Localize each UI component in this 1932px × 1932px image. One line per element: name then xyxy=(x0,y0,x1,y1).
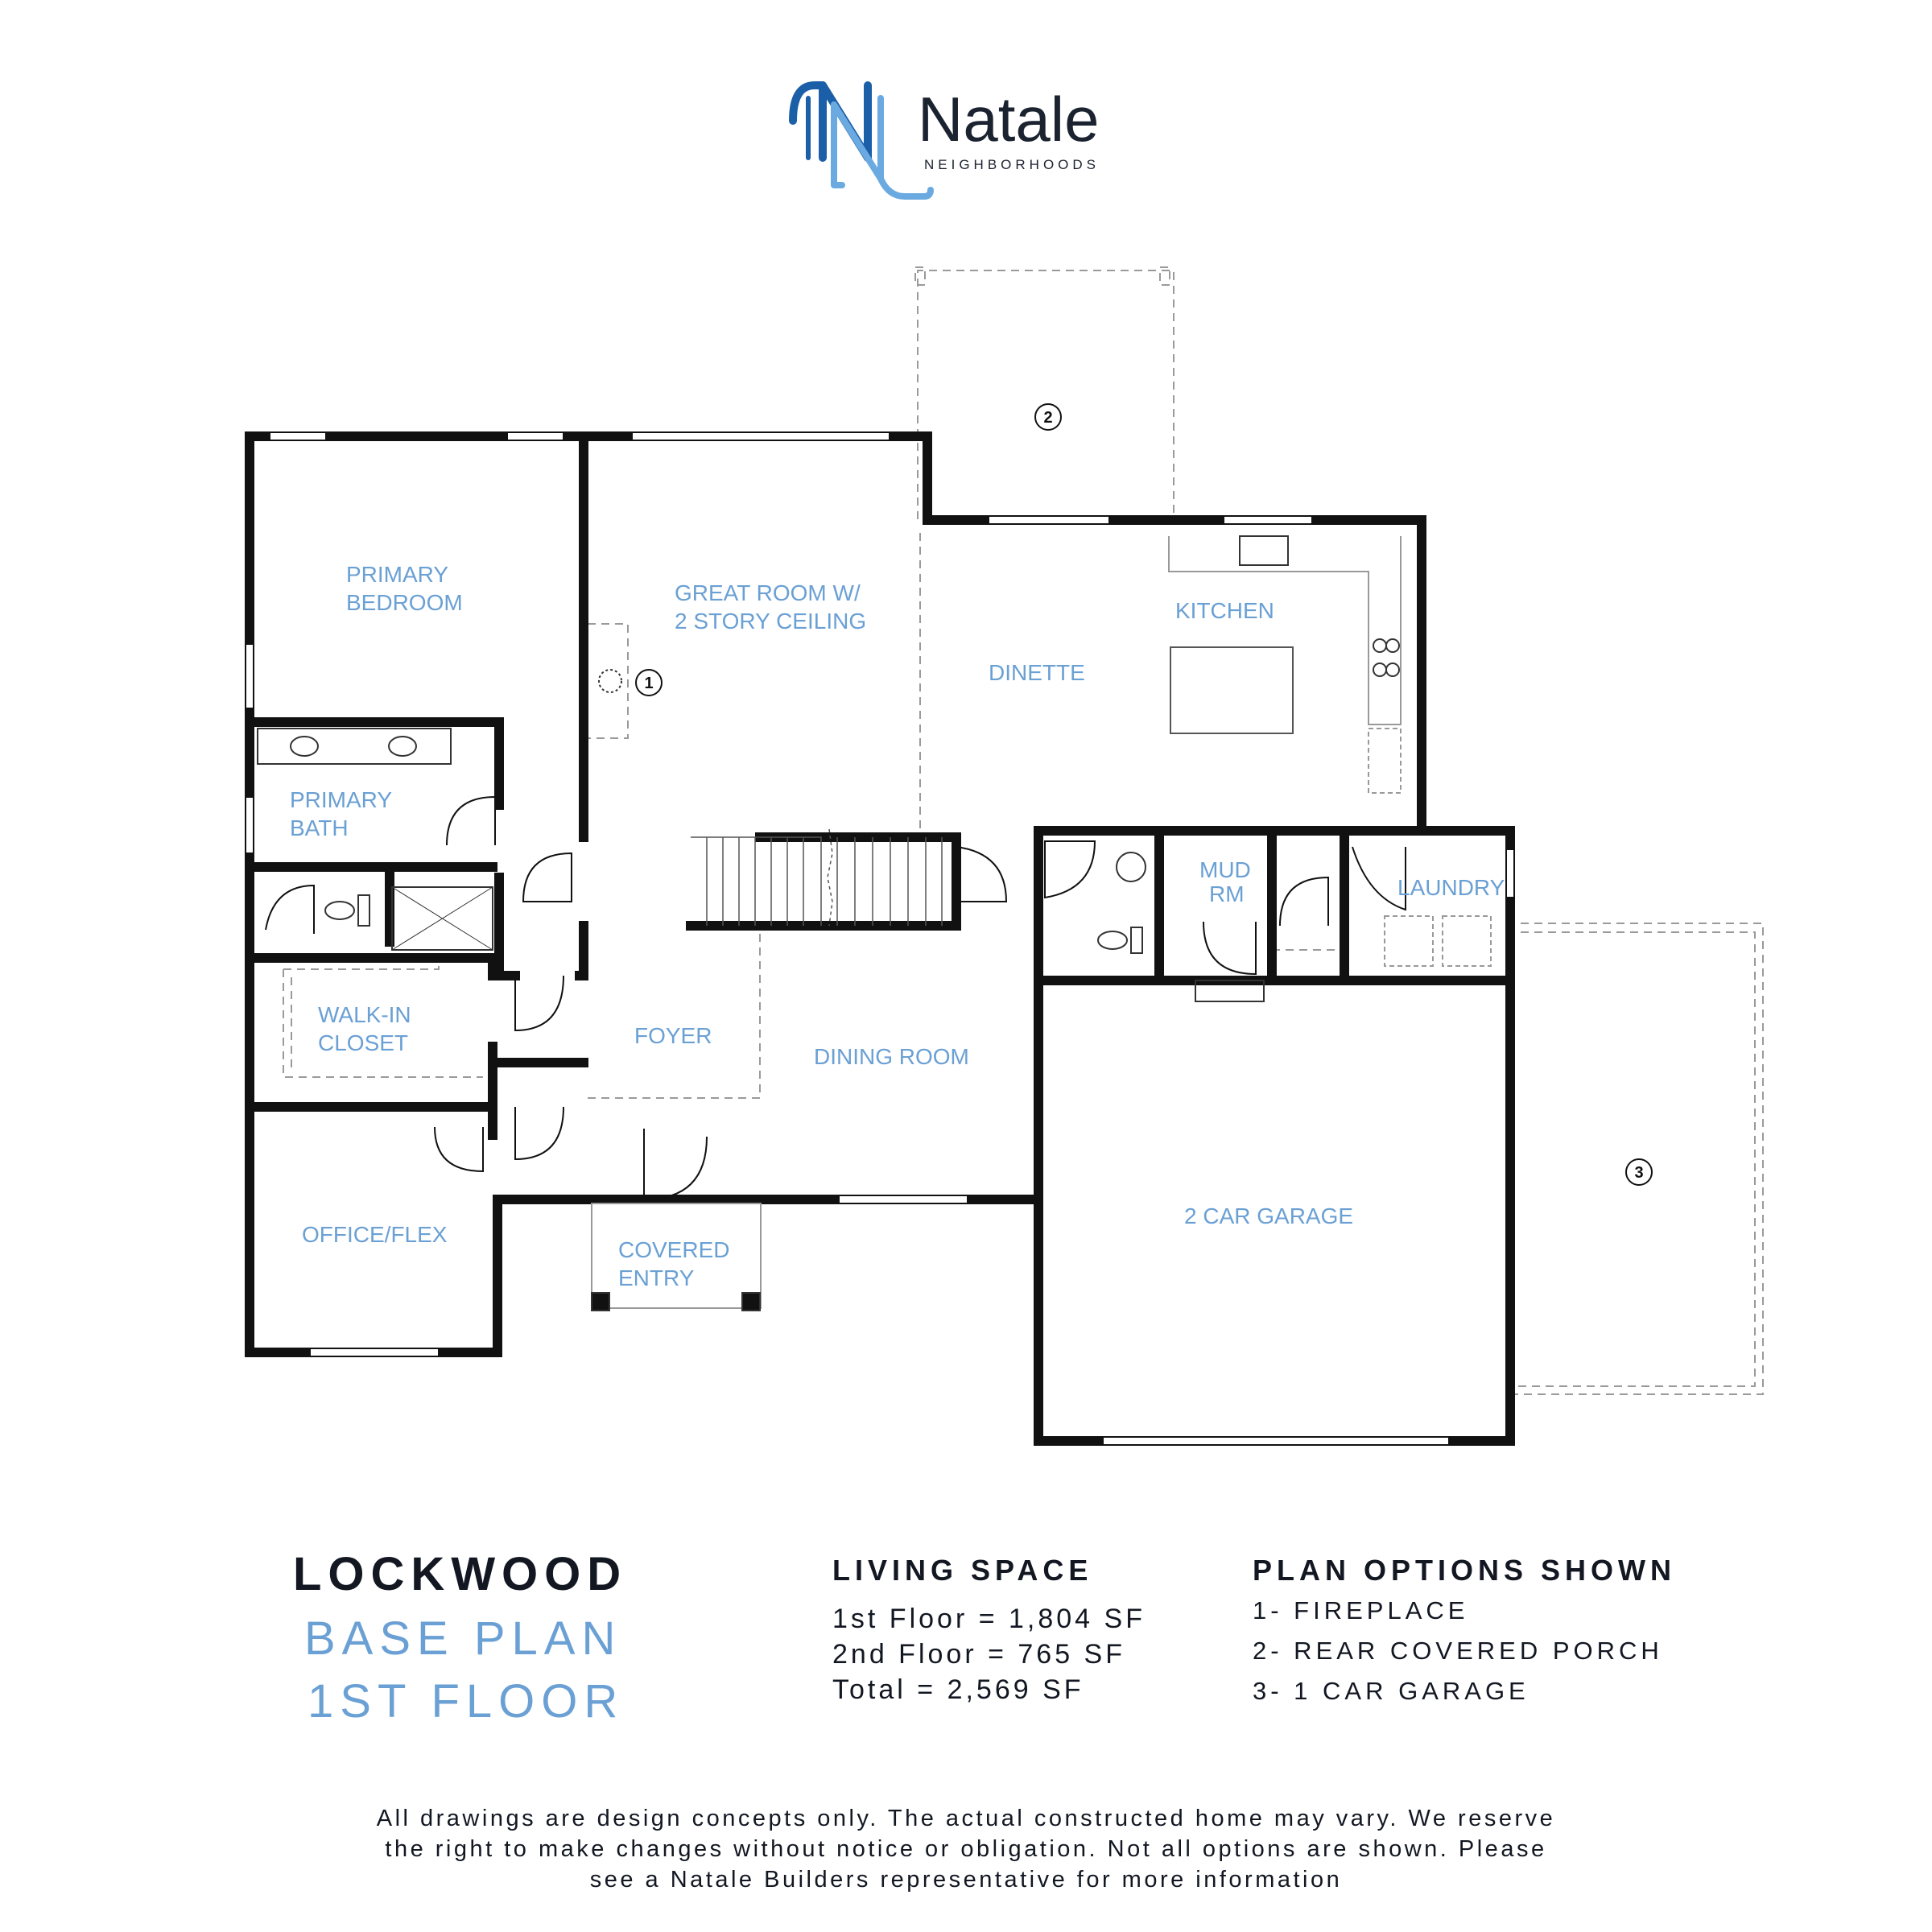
label-primary-bedroom: BEDROOM xyxy=(346,590,463,615)
label-kitchen: KITCHEN xyxy=(1175,598,1274,623)
logo-monogram-icon xyxy=(793,85,931,196)
kitchen-sink-icon xyxy=(1240,536,1288,565)
range-icon xyxy=(1373,639,1399,676)
washer-icon xyxy=(1385,916,1433,966)
plan-option-item: 3- 1 CAR GARAGE xyxy=(1253,1677,1530,1705)
label-great-room: 2 STORY CEILING xyxy=(675,609,867,634)
label-primary-bedroom: PRIMARY xyxy=(346,562,449,587)
toilet-icon xyxy=(325,902,354,919)
label-walk-in-closet: CLOSET xyxy=(318,1030,409,1055)
living-space-heading: LIVING SPACE xyxy=(832,1554,1093,1587)
label-dinette: DINETTE xyxy=(989,660,1085,685)
svg-text:2: 2 xyxy=(1043,409,1053,427)
label-office-flex: OFFICE/FLEX xyxy=(302,1222,448,1247)
fridge-icon xyxy=(1368,729,1401,793)
label-primary-bath: PRIMARY xyxy=(290,787,393,812)
sink-icon xyxy=(1117,852,1146,881)
svg-text:3: 3 xyxy=(1634,1164,1644,1182)
label-dining-room: DINING ROOM xyxy=(814,1044,969,1069)
natale-logo xyxy=(793,84,1100,196)
label-mud-room: MUD xyxy=(1199,857,1251,882)
toilet-icon xyxy=(1098,931,1127,949)
option-marker-porch xyxy=(1035,404,1061,430)
label-walk-in-closet: WALK-IN xyxy=(318,1002,411,1027)
brand-tagline: NEIGHBORHOODS xyxy=(924,157,1100,172)
disclaimer-line: see a Natale Builders representative for more information xyxy=(589,1867,1343,1893)
option-marker-garage xyxy=(1626,1159,1652,1185)
plan-name: LOCKWOOD xyxy=(293,1548,628,1600)
plan-subtitle: BASE PLAN xyxy=(304,1612,622,1665)
disclaimer-line: All drawings are design concepts only. The actual constructed home may vary. We reserve xyxy=(376,1806,1556,1831)
sink-icon xyxy=(389,737,416,756)
plan-options-heading: PLAN OPTIONS SHOWN xyxy=(1253,1554,1677,1587)
svg-text:1: 1 xyxy=(644,675,654,692)
label-laundry: LAUNDRY xyxy=(1397,875,1505,900)
dryer-icon xyxy=(1443,916,1491,966)
rear-porch-outline xyxy=(918,270,1174,519)
garage-option-outline xyxy=(1507,923,1763,1394)
plan-floor: 1ST FLOOR xyxy=(308,1675,625,1728)
plan-option-item: 2- REAR COVERED PORCH xyxy=(1253,1637,1663,1665)
living-space-line: Total = 2,569 SF xyxy=(832,1674,1084,1705)
label-great-room: GREAT ROOM W/ xyxy=(675,580,861,605)
fireplace-icon xyxy=(599,670,621,692)
label-mud-room: RM xyxy=(1209,881,1245,906)
label-covered-entry: COVERED xyxy=(618,1237,730,1262)
plan-option-item: 1- FIREPLACE xyxy=(1253,1596,1469,1624)
walls xyxy=(250,436,1510,1441)
kitchen-island xyxy=(1170,647,1293,733)
label-primary-bath: BATH xyxy=(290,815,349,840)
stairs xyxy=(691,829,942,926)
disclaimer-line: the right to make changes without notice or obligation. Not all options are shown. Please xyxy=(385,1836,1547,1862)
label-foyer: FOYER xyxy=(634,1023,712,1048)
label-covered-entry: ENTRY xyxy=(618,1265,695,1290)
label-garage: 2 CAR GARAGE xyxy=(1184,1203,1354,1228)
living-space-line: 2nd Floor = 765 SF xyxy=(832,1639,1126,1670)
living-space-line: 1st Floor = 1,804 SF xyxy=(832,1604,1146,1634)
sink-icon xyxy=(291,737,318,756)
option-marker-fireplace xyxy=(636,670,662,696)
brand-name: Natale xyxy=(918,84,1100,155)
